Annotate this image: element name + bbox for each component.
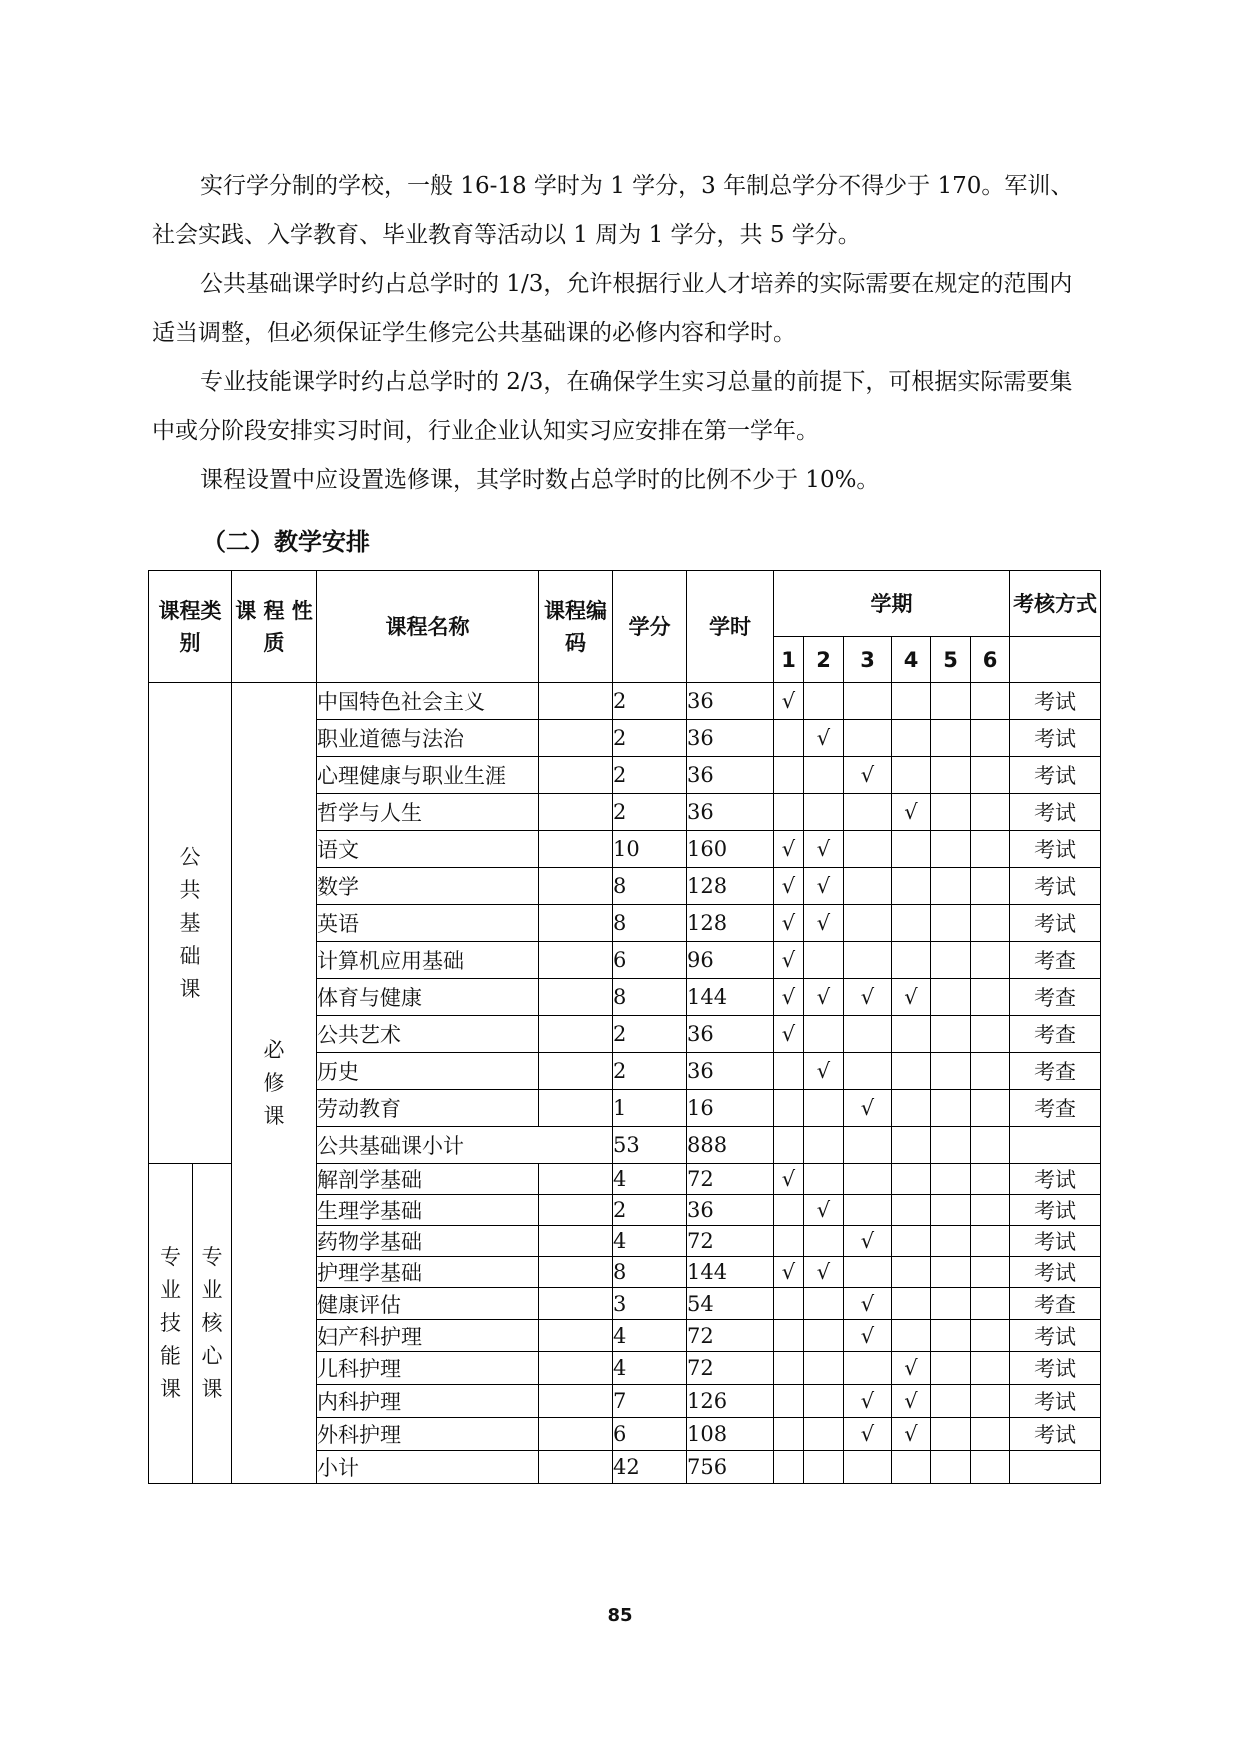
course-name: 语文 xyxy=(317,831,539,868)
empty-cell xyxy=(931,1127,971,1164)
course-code xyxy=(539,1385,613,1418)
semester-3-mark: √ xyxy=(844,1226,892,1257)
semester-5-mark xyxy=(931,1016,971,1053)
course-hours: 126 xyxy=(687,1385,774,1418)
semester-3-mark xyxy=(844,683,892,720)
course-hours: 36 xyxy=(687,1053,774,1090)
semester-2-mark: √ xyxy=(804,1195,844,1226)
course-assessment: 考试 xyxy=(1010,831,1101,868)
course-assessment: 考试 xyxy=(1010,1418,1101,1451)
semester-2-mark: √ xyxy=(804,1257,844,1288)
empty-cell xyxy=(931,1451,971,1484)
semester-4-mark xyxy=(892,720,931,757)
semester-5-mark xyxy=(931,757,971,794)
semester-3-mark xyxy=(844,1352,892,1385)
course-name: 公共艺术 xyxy=(317,1016,539,1053)
semester-6-mark xyxy=(971,1226,1010,1257)
semester-6-mark xyxy=(971,757,1010,794)
semester-1-mark xyxy=(774,1385,804,1418)
course-name: 职业道德与法治 xyxy=(317,720,539,757)
semester-1-mark: √ xyxy=(774,1016,804,1053)
teaching-plan-table xyxy=(148,570,1101,1484)
semester-6-mark xyxy=(971,683,1010,720)
course-assessment: 考试 xyxy=(1010,1385,1101,1418)
course-credits: 6 xyxy=(613,1418,687,1451)
empty-cell xyxy=(1010,1451,1101,1484)
course-hours: 72 xyxy=(687,1226,774,1257)
semester-1-mark: √ xyxy=(774,683,804,720)
semester-4-mark xyxy=(892,683,931,720)
semester-4-mark xyxy=(892,757,931,794)
semester-1-mark xyxy=(774,1090,804,1127)
semester-3-mark: √ xyxy=(844,1418,892,1451)
course-hours: 108 xyxy=(687,1418,774,1451)
course-hours: 36 xyxy=(687,683,774,720)
course-name: 药物学基础 xyxy=(317,1226,539,1257)
course-hours: 96 xyxy=(687,942,774,979)
empty-cell xyxy=(844,1127,892,1164)
course-name: 计算机应用基础 xyxy=(317,942,539,979)
course-assessment: 考查 xyxy=(1010,942,1101,979)
course-credits: 8 xyxy=(613,905,687,942)
category-professional: 专 业 技 能 课 xyxy=(149,1164,193,1484)
course-assessment: 考试 xyxy=(1010,1164,1101,1195)
subtotal-label: 公共基础课小计 xyxy=(317,1127,613,1164)
paragraph-electives: 课程设置中应设置选修课，其学时数占总学时的比例不少于 10%。 xyxy=(200,467,880,493)
semester-6-mark xyxy=(971,1418,1010,1451)
semester-6-mark xyxy=(971,1016,1010,1053)
course-hours: 36 xyxy=(687,1016,774,1053)
semester-4-mark: √ xyxy=(892,1418,931,1451)
course-code xyxy=(539,942,613,979)
semester-1-mark: √ xyxy=(774,1257,804,1288)
course-hours: 72 xyxy=(687,1164,774,1195)
semester-3-mark: √ xyxy=(844,757,892,794)
semester-1-mark: √ xyxy=(774,942,804,979)
course-code xyxy=(539,979,613,1016)
semester-5-mark xyxy=(931,942,971,979)
semester-3-mark xyxy=(844,720,892,757)
course-assessment: 考查 xyxy=(1010,1053,1101,1090)
course-credits: 6 xyxy=(613,942,687,979)
semester-3-mark xyxy=(844,1016,892,1053)
course-credits: 2 xyxy=(613,1053,687,1090)
empty-cell xyxy=(971,1451,1010,1484)
course-assessment: 考试 xyxy=(1010,868,1101,905)
course-code xyxy=(539,1257,613,1288)
course-name: 心理健康与职业生涯 xyxy=(317,757,539,794)
course-assessment: 考试 xyxy=(1010,1352,1101,1385)
subtotal-hours: 888 xyxy=(687,1127,774,1164)
course-name: 劳动教育 xyxy=(317,1090,539,1127)
semester-5-mark xyxy=(931,1053,971,1090)
semester-2-mark xyxy=(804,1352,844,1385)
header-credits: 学分 xyxy=(613,571,687,683)
course-code xyxy=(539,683,613,720)
subtotal-label: 小计 xyxy=(317,1451,539,1484)
course-name: 解剖学基础 xyxy=(317,1164,539,1195)
course-credits: 2 xyxy=(613,1195,687,1226)
course-hours: 16 xyxy=(687,1090,774,1127)
semester-3-mark xyxy=(844,868,892,905)
semester-4-mark xyxy=(892,1195,931,1226)
course-name: 生理学基础 xyxy=(317,1195,539,1226)
semester-6-mark xyxy=(971,831,1010,868)
semester-4-mark: √ xyxy=(892,1385,931,1418)
page-number: 85 xyxy=(607,1605,633,1626)
semester-1-mark xyxy=(774,720,804,757)
course-hours: 128 xyxy=(687,905,774,942)
semester-3-mark: √ xyxy=(844,1385,892,1418)
table-row xyxy=(149,683,1101,720)
semester-3-mark xyxy=(844,905,892,942)
semester-6-mark xyxy=(971,1257,1010,1288)
semester-3-mark xyxy=(844,1164,892,1195)
semester-5-mark xyxy=(931,1164,971,1195)
semester-5-mark xyxy=(931,1226,971,1257)
empty-cell xyxy=(774,1127,804,1164)
course-assessment: 考查 xyxy=(1010,1288,1101,1320)
semester-4-mark xyxy=(892,1016,931,1053)
semester-5-mark xyxy=(931,868,971,905)
semester-6-mark xyxy=(971,720,1010,757)
semester-1-mark xyxy=(774,1226,804,1257)
course-credits: 4 xyxy=(613,1320,687,1352)
semester-4-mark xyxy=(892,1226,931,1257)
course-credits: 8 xyxy=(613,1257,687,1288)
semester-5-mark xyxy=(931,1320,971,1352)
semester-4-mark xyxy=(892,1164,931,1195)
course-name: 英语 xyxy=(317,905,539,942)
table-body xyxy=(149,683,1101,1484)
semester-2-mark xyxy=(804,1090,844,1127)
header-course-name: 课程名称 xyxy=(317,571,539,683)
semester-4-mark xyxy=(892,1288,931,1320)
course-name: 数学 xyxy=(317,868,539,905)
semester-4-mark xyxy=(892,1320,931,1352)
course-hours: 54 xyxy=(687,1288,774,1320)
nature-core: 专 业 核 心 课 xyxy=(193,1164,232,1484)
semester-4-mark: √ xyxy=(892,794,931,831)
course-name: 护理学基础 xyxy=(317,1257,539,1288)
semester-2-mark xyxy=(804,683,844,720)
course-code xyxy=(539,1352,613,1385)
course-credits: 2 xyxy=(613,720,687,757)
semester-3-mark xyxy=(844,794,892,831)
semester-2-mark xyxy=(804,1164,844,1195)
course-credits: 1 xyxy=(613,1090,687,1127)
course-code xyxy=(539,1288,613,1320)
empty-cell xyxy=(844,1451,892,1484)
course-code xyxy=(539,1418,613,1451)
semester-2-mark: √ xyxy=(804,1053,844,1090)
semester-6-mark xyxy=(971,1053,1010,1090)
semester-1-mark xyxy=(774,1288,804,1320)
semester-4-mark xyxy=(892,1257,931,1288)
nature-required: 必 修 课 xyxy=(232,683,317,1484)
course-credits: 8 xyxy=(613,868,687,905)
semester-6-mark xyxy=(971,905,1010,942)
course-hours: 144 xyxy=(687,1257,774,1288)
semester-5-mark xyxy=(931,720,971,757)
semester-1-mark xyxy=(774,1320,804,1352)
header-semester-1: 1 xyxy=(774,637,804,683)
course-assessment: 考试 xyxy=(1010,794,1101,831)
semester-2-mark xyxy=(804,942,844,979)
semester-4-mark xyxy=(892,1053,931,1090)
empty-cell xyxy=(804,1451,844,1484)
course-name: 健康评估 xyxy=(317,1288,539,1320)
semester-1-mark xyxy=(774,1053,804,1090)
course-assessment: 考查 xyxy=(1010,979,1101,1016)
semester-6-mark xyxy=(971,979,1010,1016)
semester-5-mark xyxy=(931,1257,971,1288)
semester-5-mark xyxy=(931,1195,971,1226)
semester-6-mark xyxy=(971,942,1010,979)
course-code xyxy=(539,1090,613,1127)
semester-4-mark: √ xyxy=(892,1352,931,1385)
course-code xyxy=(539,1226,613,1257)
empty-cell xyxy=(1010,1127,1101,1164)
semester-4-mark xyxy=(892,868,931,905)
semester-2-mark: √ xyxy=(804,720,844,757)
semester-4-mark: √ xyxy=(892,979,931,1016)
empty-cell xyxy=(892,1127,931,1164)
header-semester-6: 6 xyxy=(971,637,1010,683)
semester-5-mark xyxy=(931,1418,971,1451)
course-name: 中国特色社会主义 xyxy=(317,683,539,720)
semester-5-mark xyxy=(931,979,971,1016)
empty-cell xyxy=(539,1451,613,1484)
course-hours: 72 xyxy=(687,1352,774,1385)
paragraph-public-courses: 公共基础课学时约占总学时的 1/3，允许根据行业人才培养的实际需要在规定的范围内适当调整，但必须保证学生修完公共基础课的必修内容和学时。 xyxy=(152,271,1073,346)
semester-1-mark: √ xyxy=(774,979,804,1016)
semester-6-mark xyxy=(971,1385,1010,1418)
semester-5-mark xyxy=(931,1090,971,1127)
paragraph-credit-system: 实行学分制的学校，一般 16-18 学时为 1 学分，3 年制总学分不得少于 170。军训、社会实践、入学教育、毕业教育等活动以 1 周为 1 学分，共 5 学分。 xyxy=(152,173,1074,248)
semester-5-mark xyxy=(931,1288,971,1320)
header-semester-4: 4 xyxy=(892,637,931,683)
header-nature: 课 程 性质 xyxy=(232,571,317,683)
course-code xyxy=(539,1320,613,1352)
semester-3-mark xyxy=(844,1195,892,1226)
semester-5-mark xyxy=(931,794,971,831)
course-assessment: 考试 xyxy=(1010,1226,1101,1257)
semester-1-mark: √ xyxy=(774,868,804,905)
course-assessment: 考试 xyxy=(1010,1257,1101,1288)
semester-2-mark xyxy=(804,1385,844,1418)
course-assessment: 考试 xyxy=(1010,757,1101,794)
semester-2-mark xyxy=(804,757,844,794)
course-hours: 72 xyxy=(687,1320,774,1352)
course-credits: 8 xyxy=(613,979,687,1016)
semester-3-mark xyxy=(844,1053,892,1090)
semester-2-mark xyxy=(804,1016,844,1053)
semester-5-mark xyxy=(931,831,971,868)
semester-5-mark xyxy=(931,1352,971,1385)
semester-4-mark xyxy=(892,831,931,868)
semester-2-mark xyxy=(804,1418,844,1451)
header-semester: 学期 xyxy=(774,571,1010,637)
course-code xyxy=(539,905,613,942)
course-credits: 4 xyxy=(613,1226,687,1257)
semester-2-mark xyxy=(804,1226,844,1257)
course-code xyxy=(539,757,613,794)
subtotal-credits: 42 xyxy=(613,1451,687,1484)
semester-2-mark xyxy=(804,1288,844,1320)
semester-6-mark xyxy=(971,1288,1010,1320)
semester-4-mark xyxy=(892,905,931,942)
semester-5-mark xyxy=(931,683,971,720)
course-credits: 4 xyxy=(613,1352,687,1385)
header-category: 课程类别 xyxy=(149,571,232,683)
course-credits: 3 xyxy=(613,1288,687,1320)
semester-1-mark xyxy=(774,1418,804,1451)
course-code xyxy=(539,831,613,868)
semester-6-mark xyxy=(971,1164,1010,1195)
course-assessment: 考试 xyxy=(1010,1195,1101,1226)
course-credits: 7 xyxy=(613,1385,687,1418)
course-hours: 36 xyxy=(687,720,774,757)
semester-2-mark: √ xyxy=(804,868,844,905)
semester-1-mark xyxy=(774,1195,804,1226)
semester-1-mark xyxy=(774,794,804,831)
semester-1-mark: √ xyxy=(774,905,804,942)
semester-3-mark: √ xyxy=(844,979,892,1016)
course-credits: 2 xyxy=(613,757,687,794)
course-hours: 36 xyxy=(687,1195,774,1226)
semester-4-mark xyxy=(892,1090,931,1127)
course-hours: 36 xyxy=(687,757,774,794)
semester-3-mark xyxy=(844,942,892,979)
semester-6-mark xyxy=(971,794,1010,831)
course-name: 外科护理 xyxy=(317,1418,539,1451)
course-hours: 144 xyxy=(687,979,774,1016)
semester-3-mark: √ xyxy=(844,1288,892,1320)
semester-4-mark xyxy=(892,942,931,979)
course-name: 内科护理 xyxy=(317,1385,539,1418)
course-assessment: 考试 xyxy=(1010,1320,1101,1352)
semester-1-mark xyxy=(774,757,804,794)
semester-3-mark: √ xyxy=(844,1090,892,1127)
semester-6-mark xyxy=(971,1090,1010,1127)
course-credits: 4 xyxy=(613,1164,687,1195)
empty-cell xyxy=(971,1127,1010,1164)
semester-2-mark: √ xyxy=(804,905,844,942)
semester-1-mark xyxy=(774,1352,804,1385)
header-assessment-blank xyxy=(1010,637,1101,683)
semester-6-mark xyxy=(971,1320,1010,1352)
semester-1-mark: √ xyxy=(774,831,804,868)
course-name: 妇产科护理 xyxy=(317,1320,539,1352)
semester-6-mark xyxy=(971,868,1010,905)
course-hours: 36 xyxy=(687,794,774,831)
course-code xyxy=(539,1016,613,1053)
header-semester-3: 3 xyxy=(844,637,892,683)
semester-2-mark xyxy=(804,794,844,831)
course-code xyxy=(539,868,613,905)
course-code xyxy=(539,1195,613,1226)
subtotal-hours: 756 xyxy=(687,1451,774,1484)
course-code xyxy=(539,1164,613,1195)
semester-3-mark xyxy=(844,831,892,868)
empty-cell xyxy=(774,1451,804,1484)
course-name: 哲学与人生 xyxy=(317,794,539,831)
course-code xyxy=(539,1053,613,1090)
semester-2-mark: √ xyxy=(804,831,844,868)
course-credits: 2 xyxy=(613,683,687,720)
semester-2-mark xyxy=(804,1320,844,1352)
header-course-code: 课程编码 xyxy=(539,571,613,683)
course-assessment: 考查 xyxy=(1010,1016,1101,1053)
course-credits: 10 xyxy=(613,831,687,868)
course-name: 儿科护理 xyxy=(317,1352,539,1385)
empty-cell xyxy=(804,1127,844,1164)
semester-6-mark xyxy=(971,1352,1010,1385)
semester-6-mark xyxy=(971,1195,1010,1226)
semester-5-mark xyxy=(931,1385,971,1418)
course-assessment: 考查 xyxy=(1010,1090,1101,1127)
section-heading: （二）教学安排 xyxy=(202,528,370,556)
course-name: 体育与健康 xyxy=(317,979,539,1016)
course-hours: 128 xyxy=(687,868,774,905)
semester-3-mark xyxy=(844,1257,892,1288)
header-semester-5: 5 xyxy=(931,637,971,683)
header-hours: 学时 xyxy=(687,571,774,683)
course-assessment: 考试 xyxy=(1010,683,1101,720)
empty-cell xyxy=(892,1451,931,1484)
paragraph-professional-courses: 专业技能课学时约占总学时的 2/3，在确保学生实习总量的前提下，可根据实际需要集中或分阶段安排实习时间，行业企业认知实习应安排在第一学年。 xyxy=(152,369,1073,444)
header-semester-2: 2 xyxy=(804,637,844,683)
course-credits: 2 xyxy=(613,1016,687,1053)
semester-1-mark: √ xyxy=(774,1164,804,1195)
semester-3-mark: √ xyxy=(844,1320,892,1352)
course-code xyxy=(539,720,613,757)
course-credits: 2 xyxy=(613,794,687,831)
header-assessment: 考核方式 xyxy=(1010,571,1101,637)
course-name: 历史 xyxy=(317,1053,539,1090)
course-assessment: 考试 xyxy=(1010,905,1101,942)
course-assessment: 考试 xyxy=(1010,720,1101,757)
category-public: 公 共 基 础 课 xyxy=(149,683,232,1164)
semester-5-mark xyxy=(931,905,971,942)
course-hours: 160 xyxy=(687,831,774,868)
subtotal-credits: 53 xyxy=(613,1127,687,1164)
semester-2-mark: √ xyxy=(804,979,844,1016)
course-code xyxy=(539,794,613,831)
